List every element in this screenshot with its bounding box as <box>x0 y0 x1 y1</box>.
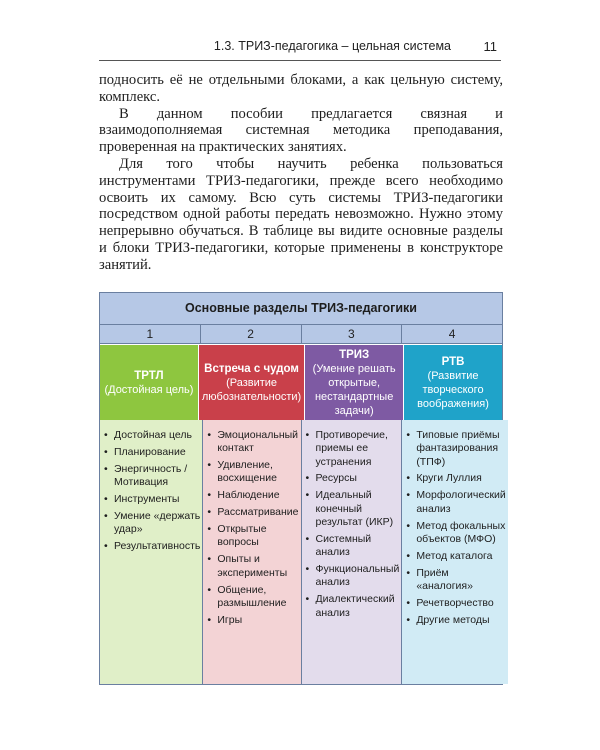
list-item: • Морфологический анализ <box>405 489 505 516</box>
list-item: • Общение, размышление <box>206 584 298 611</box>
list-item: • Эмоциональный контакт <box>206 429 298 456</box>
list-item: • Опыты и эксперименты <box>206 553 298 580</box>
column-body-row <box>100 420 506 684</box>
triz-sections-table <box>99 292 506 685</box>
column-header-subtitle: (Развитие любознательности) <box>201 376 302 403</box>
column-number-row <box>100 325 502 344</box>
list-item: • Приём «аналогия» <box>405 567 505 594</box>
list-item: • Диалектический анализ <box>305 593 400 620</box>
list-item: • Игры <box>206 614 298 627</box>
list-item: • Рассматривание <box>206 506 298 519</box>
column-header-subtitle: (Достойная цель) <box>104 383 194 396</box>
column-header-subtitle: (Умение решать открытые, нестандартные задачи) <box>312 362 396 417</box>
list-item: • Открытые вопросы <box>206 523 298 550</box>
list-item: • Достойная цель <box>103 429 200 442</box>
column-header-subtitle: (Развитие творческого воображения) <box>417 369 489 410</box>
column-header-title: ТРИЗ <box>339 348 370 361</box>
column-body <box>302 420 403 684</box>
column-number: 3 <box>302 325 403 344</box>
column-header <box>100 345 199 420</box>
item-list <box>103 429 200 553</box>
list-item: • Идеальный конечный результат (ИКР) <box>305 489 400 529</box>
list-item: • Результативность <box>103 540 200 553</box>
body-text <box>99 72 503 274</box>
column-number: 2 <box>201 325 302 344</box>
running-header <box>99 36 501 61</box>
column-header-title: ТРТЛ <box>134 369 164 382</box>
list-item: • Противоречие, приемы ее устранения <box>305 429 400 469</box>
page-number: 11 <box>483 39 497 54</box>
list-item: • Планирование <box>103 446 200 459</box>
column-body <box>100 420 203 684</box>
column-number: 1 <box>100 325 201 344</box>
list-item: • Умение «держать удар» <box>103 510 200 537</box>
list-item: • Круги Луллия <box>405 472 505 485</box>
list-item: • Типовые приёмы фантазирования (ТПФ) <box>405 429 505 469</box>
list-item: • Метод фокальных объектов (МФО) <box>405 520 505 547</box>
paragraph: подносить её не отдельными блоками, а как цельную систему, комплекс. <box>99 72 503 105</box>
paragraph: В данном пособии предлагается связная и взаимодополняемая системная методика преподавания, проверенная на практических занятиях. <box>99 105 503 156</box>
item-list <box>405 429 505 627</box>
list-item: • Удивление, восхищение <box>206 459 298 486</box>
column-body <box>402 420 507 684</box>
list-item: • Энергичность / Мотивация <box>103 463 200 490</box>
column-header-title: Встреча с чудом <box>204 362 299 375</box>
column-header-row <box>100 345 502 420</box>
list-item: • Системный анализ <box>305 533 400 560</box>
column-header-title: РТВ <box>441 355 465 368</box>
list-item: • Ресурсы <box>305 472 400 485</box>
list-item: • Метод каталога <box>405 550 505 563</box>
running-title: 1.3. ТРИЗ-педагогика – цельная система <box>213 39 451 53</box>
list-item: • Инструменты <box>103 493 200 506</box>
list-item: • Другие методы <box>405 614 505 627</box>
column-header <box>199 345 305 420</box>
list-item: • Функциональный анализ <box>305 563 400 590</box>
list-item: • Наблюдение <box>206 489 298 502</box>
item-list <box>206 429 298 627</box>
list-item: • Речетворчество <box>405 597 505 610</box>
paragraph: Для того чтобы научить ребенка пользоваться инструментами ТРИЗ-педагогики, прежде всего необходимо освоить их самому. Всю суть системы ТРИЗ-педагогики посредством одной работы передать невозможно. Нужно этому непрерывно обучаться. В таблице вы видите основные разделы и блоки ТРИЗ-педагогики, которые применены в конструкторе занятий. <box>99 155 503 273</box>
column-number: 4 <box>402 325 502 344</box>
item-list <box>305 429 400 620</box>
table-title: Основные разделы ТРИЗ-педагогики <box>100 293 502 325</box>
column-header <box>305 345 404 420</box>
column-body <box>203 420 301 684</box>
column-header <box>404 345 502 420</box>
